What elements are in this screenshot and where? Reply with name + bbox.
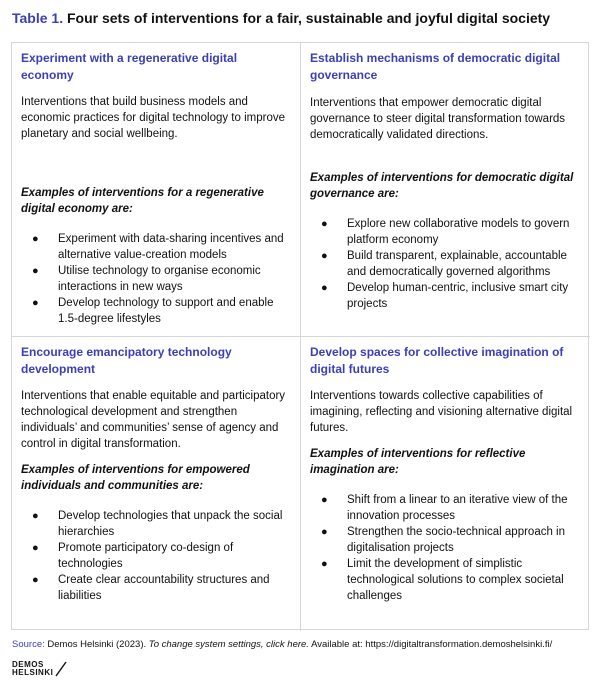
bullet-icon: ●	[32, 265, 39, 277]
bullet-icon: ●	[321, 250, 328, 262]
source-availability: Available at: https://digitaltransformation.demoshelsinki.fi/	[311, 639, 553, 650]
list-item: ● Develop human-centric, inclusive smart city projects	[321, 282, 569, 310]
bullet-icon: ●	[32, 574, 39, 586]
list-item: ● Promote participatory co-design of technologies	[32, 542, 234, 570]
cell-examples-list	[310, 216, 582, 312]
bullet-icon: ●	[32, 233, 39, 245]
table-title-text: Four sets of interventions for a fair, sustainable and joyful digital society	[66, 10, 551, 26]
cell-examples-label: Examples of interventions for a regenerative digital economy are:	[21, 187, 264, 215]
table-cell-collective-imagination	[301, 337, 590, 631]
cell-examples-list	[310, 492, 582, 604]
list-item: ● Develop technology to support and enable 1.5-degree lifestyles	[32, 297, 274, 325]
interventions-table	[11, 42, 589, 630]
table-title	[12, 10, 550, 26]
list-item: ● Explore new collaborative models to govern platform economy	[321, 218, 570, 246]
cell-description: Interventions that build business models and economic practices for digital technology to improve planetary and social wellbeing.	[21, 96, 285, 140]
cell-examples-list	[21, 508, 292, 604]
bullet-icon: ●	[321, 282, 328, 294]
list-item: ● Build transparent, explainable, accountable and democratically governed algorithms	[321, 250, 567, 278]
bullet-icon: ●	[321, 218, 328, 230]
cell-examples-label: Examples of interventions for empowered individuals and communities are:	[21, 464, 250, 492]
demos-helsinki-logo	[12, 661, 72, 679]
cell-examples-list	[21, 231, 292, 327]
cell-description: Interventions that enable equitable and participatory technological development and strengthen individuals’ and communities’ sense of agency and control in digital transformation.	[21, 390, 286, 450]
list-item: ● Strengthen the socio-technical approach in digitalisation projects	[321, 526, 566, 554]
list-item: ● Utilise technology to organise economic interactions in new ways	[32, 265, 261, 293]
cell-heading: Experiment with a regenerative digital economy	[21, 51, 238, 82]
logo-slash-icon	[54, 661, 68, 677]
cell-heading: Encourage emancipatory technology development	[21, 345, 232, 376]
table-cell-emancipatory-technology	[12, 337, 301, 631]
bullet-icon: ●	[32, 297, 39, 309]
source-settings-link[interactable]: To change system settings, click here.	[148, 639, 309, 650]
cell-heading: Develop spaces for collective imagination of digital futures	[310, 345, 564, 376]
cell-examples-label: Examples of interventions for democratic digital governance are:	[310, 172, 574, 200]
list-item: ● Develop technologies that unpack the social hierarchies	[32, 510, 283, 538]
cell-examples-label: Examples of interventions for reflective imagination are:	[310, 448, 526, 476]
bullet-icon: ●	[321, 526, 328, 538]
table-cell-democratic-governance	[301, 43, 590, 337]
list-item: ● Shift from a linear to an iterative view of the innovation processes	[321, 494, 568, 522]
cell-description: Interventions that empower democratic digital governance to steer digital transformation towards democratically validated directions.	[310, 97, 566, 141]
source-label: Source:	[12, 639, 45, 650]
table-cell-regenerative-economy	[12, 43, 301, 337]
list-item: ● Limit the development of simplistic technological solutions to complex societal challenges	[321, 558, 564, 602]
table-number: Table 1.	[12, 10, 64, 26]
source-note	[12, 639, 552, 650]
bullet-icon: ●	[321, 494, 328, 506]
logo-line-2: HELSINKI	[12, 668, 54, 677]
list-item: ● Experiment with data-sharing incentives and alternative value-creation models	[32, 233, 284, 261]
logo-line-1: DEMOS	[12, 660, 44, 669]
bullet-icon: ●	[32, 542, 39, 554]
bullet-icon: ●	[321, 558, 328, 570]
bullet-icon: ●	[32, 510, 39, 522]
cell-heading: Establish mechanisms of democratic digital governance	[310, 51, 561, 82]
cell-description: Interventions towards collective capabilities of imagining, reflecting and visioning alternative digital futures.	[310, 390, 573, 434]
list-item: ● Create clear accountability structures and liabilities	[32, 574, 270, 602]
source-text: Demos Helsinki (2023).	[47, 639, 147, 650]
